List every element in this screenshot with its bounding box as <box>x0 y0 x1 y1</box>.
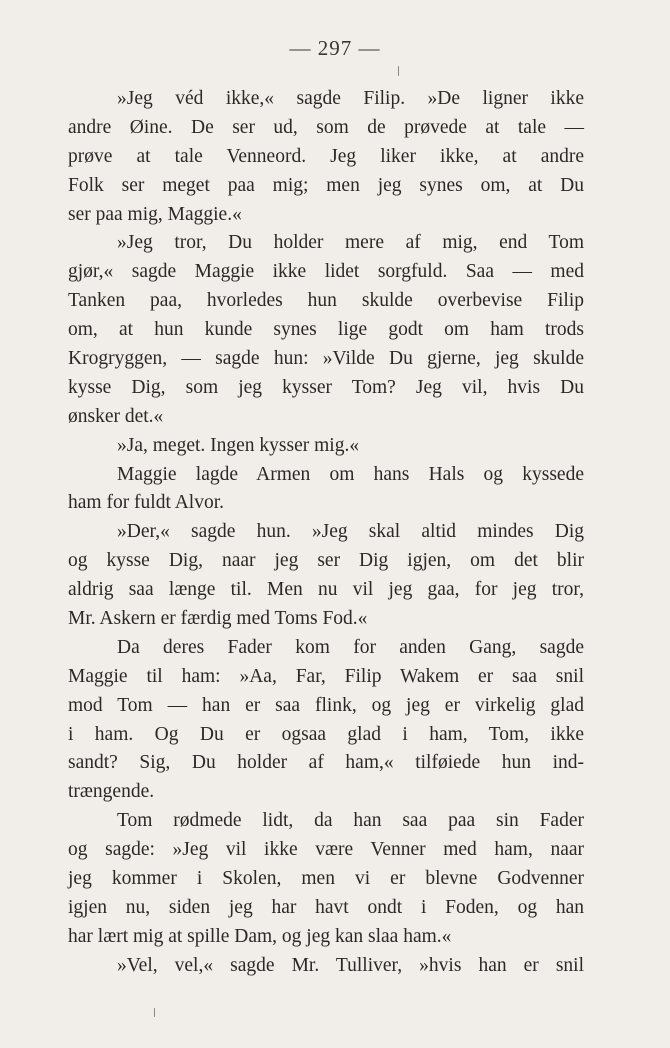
text-line: Da deres Fader kom for anden Gang, sagde <box>117 636 584 658</box>
text-line: ham for fuldt Alvor. <box>68 492 224 514</box>
body-text <box>68 85 584 981</box>
paper-speck <box>154 1008 155 1017</box>
page-number: — 297 — <box>289 36 381 60</box>
text-line: om, at hun kunde synes lige godt om ham trods <box>68 319 584 341</box>
text-line: Tom rødmede lidt, da han saa paa sin Fader <box>117 810 584 832</box>
text-line: »Ja, meget. Ingen kysser mig.« <box>117 434 360 456</box>
text-line: gjør,« sagde Maggie ikke lidet sorgfuld. Saa — med <box>68 261 584 283</box>
text-line: i ham. Og Du er ogsaa glad i ham, Tom, ikke <box>68 723 584 745</box>
text-line: sandt? Sig, Du holder af ham,« tilføiede hun ind- <box>68 752 584 774</box>
text-line: Folk ser meget paa mig; men jeg synes om, at Du <box>68 174 584 196</box>
text-line: Maggie lagde Armen om hans Hals og kyssede <box>117 463 584 485</box>
text-line: ser paa mig, Maggie.« <box>68 203 242 225</box>
text-line: og kysse Dig, naar jeg ser Dig igjen, om det blir <box>68 550 584 572</box>
text-line: og sagde: »Jeg vil ikke være Venner med ham, naar <box>68 839 584 861</box>
text-line: har lært mig at spille Dam, og jeg kan slaa ham.« <box>68 925 452 947</box>
text-line: Mr. Askern er færdig med Toms Fod.« <box>68 608 368 630</box>
text-line: mod Tom — han er saa flink, og jeg er virkelig glad <box>68 694 584 716</box>
text-line: Tanken paa, hvorledes hun skulde overbevise Filip <box>68 290 584 312</box>
text-line: »Der,« sagde hun. »Jeg skal altid mindes Dig <box>117 521 584 543</box>
text-line: trængende. <box>68 781 155 803</box>
text-line: »Jeg tror, Du holder mere af mig, end Tom <box>117 232 584 254</box>
text-line: »Jeg véd ikke,« sagde Filip. »De ligner ikke <box>117 88 584 109</box>
text-line: aldrig saa længe til. Men nu vil jeg gaa, for jeg tror, <box>68 579 584 601</box>
text-line: prøve at tale Venneord. Jeg liker ikke, at andre <box>68 145 584 167</box>
text-line: igjen nu, siden jeg har havt ondt i Foden, og han <box>68 896 584 918</box>
text-line: ønsker det.« <box>68 405 164 427</box>
text-line: »Vel, vel,« sagde Mr. Tulliver, »hvis han er snil <box>117 954 584 976</box>
text-line: Krogryggen, — sagde hun: »Vilde Du gjerne, jeg skulde <box>68 348 584 370</box>
text-line: andre Øine. De ser ud, som de prøvede at tale — <box>68 116 584 138</box>
text-line: Maggie til ham: »Aa, Far, Filip Wakem er saa snil <box>68 665 584 687</box>
text-line: kysse Dig, som jeg kysser Tom? Jeg vil, hvis Du <box>68 376 584 398</box>
paper-speck <box>398 66 399 76</box>
text-line: jeg kommer i Skolen, men vi er blevne Godvenner <box>68 868 584 890</box>
